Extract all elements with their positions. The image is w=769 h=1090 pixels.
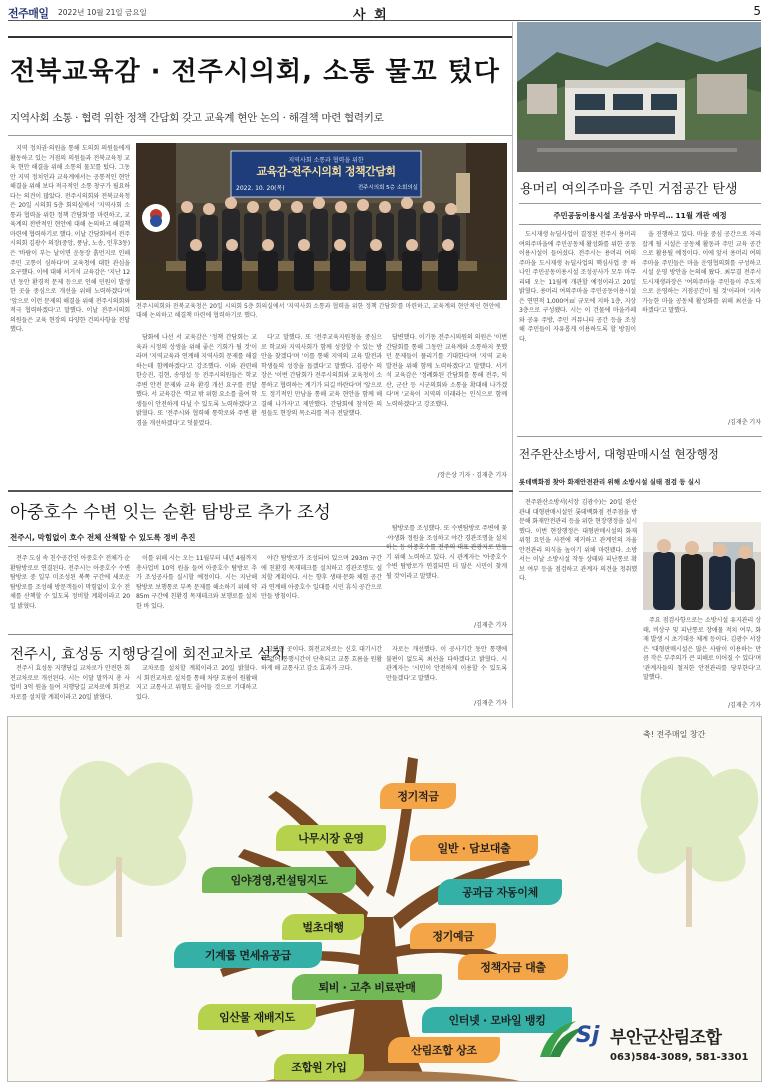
logo-mark: Sj (576, 1023, 600, 1048)
leaf-fertilizer: 퇴비 · 고추 비료판매 (292, 974, 442, 1000)
main-byline: /장은상 기자 · 김재춘 기자 (437, 472, 507, 479)
article-text: 이를 위해 시는 오는 11월부터 내년 4월까지 총사업비 10억 원을 들여 아중호수 탐방로 추가 조성공사를 실시할 예정이다. 시는 지난해 탐방로 보행통로 부족 문제를 해소하기 위해 약 85m 구간에 친환경 목재데크와 보행로를 설치한 바 있다. (136, 555, 257, 610)
article-text: 답변했다. 이기동 전주시의원의 의원은 '이번 간담회를 통해 그동안 교육계와 소통하지 못했던 문제들이 풀리기를 기대한다'며 '지역 교육 발전을 위해 함께 노력하겠다'고 말했다. 서거석 교육감은 '정례화된 간담회를 통해 전주, 익산, 군산 등 시군의회와 소통을 확대해 나가겠다'며 '교육이 지역의 미래라는 인식으로 함께 노력하겠다'고 강조했다. (386, 334, 507, 408)
company-phone: 063)584-3089, 581-3301 (610, 1052, 749, 1063)
banner-date: 2022. 10. 20(목) (236, 185, 285, 192)
leaf-savings: 정기적금 (380, 783, 456, 809)
leaf-funeral-service: 산림조합 상조 (388, 1037, 500, 1063)
main-subhead: 지역사회 소통 · 협력 위한 정책 간담회 갖고 교육계 현안 논의 · 해결책 마련 협력키로 (10, 112, 384, 124)
banner-top-line: 지역사회 소통과 협력을 위한 (288, 157, 364, 164)
hs-article-rule (8, 634, 513, 635)
hs-headline: 전주시, 효성동 지행당길에 회전교차로 설치 (10, 647, 286, 663)
right-subhead-rule-top (519, 203, 761, 204)
fire-subhead-rule (519, 491, 761, 492)
column-divider (512, 22, 513, 708)
subhead-rule (8, 135, 513, 136)
leaf-forest-products: 임산물 재배지도 (198, 1004, 316, 1030)
fire-inspection-photo (643, 522, 761, 610)
right-subhead-rule-bottom (519, 224, 761, 225)
section-title: 사 회 (353, 8, 389, 23)
hs-article-col2 (136, 664, 257, 708)
leaf-policy-loans: 정책자금 대출 (458, 954, 568, 980)
ad-credit: 축! 전주매일 창간 (643, 730, 706, 739)
page-header (8, 5, 761, 21)
article-text: 주요 점검사항으로는 소방시설 유지관리 상태, 비상구 및 피난통로 장애물 적치 여부, 화재 발생 시 초기대응 체계 등이다. 김광수 서장은 '대형판매시설은 많은 사람이 이용하는 만큼 작은 부주의가 큰 피해로 이어질 수 있다'며 '관계자들의 철저한 안전관리를 당부한다'고 말했다. (643, 617, 761, 682)
article-text: 급했던 곳이다. 회전교차로는 신호 대기시간이 없어 통행시간이 단축되고 교통 흐름을 원활하게 해 교통사고 감소 효과가 크다. (261, 646, 382, 673)
lake-subhead: 전주시, 막힘없이 호수 전체 산책할 수 있도록 정비 추진 (10, 533, 196, 542)
hs-article-col4 (386, 645, 507, 697)
fire-article-col2 (643, 616, 761, 700)
main-headline: 전북교육감 · 전주시의회, 소통 물꼬 텄다 (10, 57, 500, 87)
main-article-col3 (261, 333, 382, 483)
article-text: 을 진행하고 있다. 마을 중심 공간으로 자리 잡게 될 시설은 공동체 활동과 주민 교육 공간으로 활용될 예정이다. 이에 앞서 용머리 여의주마을 주민들은 마을 운영협의회를 구성하고 시설 운영 방안을 논의해 왔다. 최무결 전주시 도시재생과장은 '여의주마을 주민들이 주도적으로 운영하는 거점공간이 될 것'이라며 '지속 가능한 마을 공동체 활성화를 위해 최선을 다하겠다'고 말했다. (642, 231, 761, 315)
community-building-photo (517, 22, 761, 172)
article-text: 전주시 효성동 지행당길 교차로가 안전한 회전교차로로 개선된다. 시는 이달 말까지 총 사업비 3억 원을 들여 지행당길 교차로에 회전교차로를 설치할 계획이라고 20일 밝혔다. (10, 665, 130, 701)
fire-photo-illustration (643, 522, 761, 610)
main-article-col2 (136, 333, 257, 483)
main-article-col1 (10, 144, 130, 484)
article-text: 전주완산소방서(서장 김광수)는 20일 완산 관내 대형판매시설인 롯데백화점 전주점을 방문해 화재안전관리 등을 위한 현장행정을 실시했다. 이번 현장행정은 대형판매시설의 화재 위험 요인을 사전에 제거하고 관계인의 자율 안전관리 의식을 높이기 위해 마련됐다. 소방서는 이날 소방시설 작동 상태와 피난통로 확보 여부 등을 점검하고 관계자 의견을 청취했다. (519, 499, 637, 583)
page-number: 5 (753, 4, 761, 18)
right-headline: 용머리 여의주마을 주민 거점공간 탄생 (520, 182, 738, 197)
headline-top-rule (8, 36, 513, 38)
lake-article-rule (8, 490, 513, 492)
company-name: 부안군산림조합 (610, 1028, 722, 1048)
lake-article-col1 (10, 554, 130, 630)
right-byline: /김재춘 기자 (728, 419, 761, 426)
forestry-cooperative-ad (7, 716, 762, 1082)
article-text: 전주 도심 속 친수공간인 아중호수 전체가 순환탐방로로 연결된다. 전주시는 아중호수 수변탐방로 중 일부 미조성된 북쪽 구간에 새로운 탐방로를 조성해 방문객들이 막힘없이 호수 전체를 산책할 수 있도록 정비할 계획이라고 20일 밝혔다. (10, 555, 130, 610)
lake-byline: /김재춘 기자 (474, 622, 507, 629)
council-meeting-photo (136, 143, 507, 300)
company-block (536, 1017, 758, 1077)
fire-headline: 전주완산소방서, 대형판매시설 현장행정 (519, 447, 719, 461)
banner-place: 전주시의회 5층 소회의실 (357, 185, 418, 191)
publication-date: 2022년 10월 21일 금요일 (58, 8, 147, 17)
article-text: 야간 탐방로가 조성되어 있으며 293m 구간에 친환경 목재데크를 설치하고 경관조명도 설치할 계획이다. 시는 향후 생태·문화 체험 공간과 연계해 아중호수 일대를 시민 휴식 공간으로 만들 방침이다. (261, 555, 382, 601)
right-subhead: 주민공동이용시설 조성공사 마무리… 11월 개관 예정 (553, 211, 727, 220)
lake-headline: 아중호수 수변 잇는 순환 탐방로 추가 조성 (10, 503, 331, 523)
leaf-fuel-supply: 기계톱 면세유공급 (174, 942, 322, 968)
masthead: 전주매일 (8, 7, 49, 20)
leaf-grave-mowing: 벌초대행 (282, 914, 364, 940)
leaf-deposit: 정기예금 (410, 923, 496, 949)
building-photo-illustration (517, 22, 761, 172)
article-text: 담화에 나선 서 교육감은 '정책 간담회는 교육과 시정의 상생을 위해 좋은 기회가 될 것'이라며 '지역교육과 연계해 지역사회 문제를 해결하는데 함께하겠다'고 강조했다. 이와 관련해 한승진, 김현, 송영섭 등 전주시의원들은 학교 주변 안전 문제와 교육 환경 개선 요구를 전달했다. 서 교육감은 '학교 밖 위험 요소를 줄여 학생들이 안전하게 다닐 수 있도록 노력하겠다'고 밝혔다. 또 '전주시와 협력해 통학로와 주변 환경을 개선하겠다'고 덧붙였다. (136, 334, 257, 427)
leaf-auto-transfer: 공과금 자동이체 (438, 879, 562, 905)
hs-byline: /김재춘 기자 (474, 700, 507, 707)
fire-article-rule (517, 436, 762, 437)
right-article-col2 (642, 230, 761, 416)
leaf-loans: 일반 · 담보대출 (410, 835, 538, 861)
right-article-col1 (519, 230, 636, 426)
article-text: 자로는 개선했다. 이 공사기간 동안 통행에 불편이 없도록 최선을 다하겠다고 밝혔다. 시 관계자는 '시민이 안전하게 이용할 수 있도록 만들겠다'고 말했다. (386, 646, 507, 682)
fire-subhead: 롯데백화점 찾아 화재안전관리 위해 소방시설 실태 점검 등 실시 (519, 478, 701, 486)
lake-article-col4 (386, 524, 507, 620)
banner-main-line: 교육감-전주시의회 정책간담회 (256, 165, 396, 178)
hs-article-col1 (10, 664, 130, 708)
leaf-online-banking: 인터넷 · 모바일 뱅킹 (422, 1007, 572, 1033)
hs-article-col3 (261, 645, 382, 708)
fire-article-col1 (519, 498, 637, 708)
lake-article-col3 (261, 554, 382, 630)
fire-byline: /김재춘 기자 (728, 702, 761, 709)
article-text: 탐방로를 조성했다. 또 수변탐방로 주변에 꽃·야생화 정원을 조성하고 야간 경관조명을 설치하는 등 아중호수를 전주의 대표 관광지로 만들기 위해 노력하고 있다. 시 관계자는 '아중호수 수변 탐방로가 연결되면 더 많은 시민이 찾게 될 것'이라고 말했다. (386, 525, 507, 580)
article-text: 도시재생 뉴딜사업이 결정된 전주시 용머리 여의주마을에 주민공동체 활성화를 위한 공동이용시설이 들어섰다. 전주시는 용머리 여의주마을 도시재생 뉴딜사업의 핵심사업 중 하나인 주민공동이용시설 조성공사가 모두 마무리돼 오는 11월께 개관할 예정이라고 20일 밝혔다. 용머리 여의주마을 주민공동이용시설은 연면적 1,000여㎡ 규모에 지하 1층, 지상 3층으로 구성됐다. 시는 이 건물에 마을카페와 공유 주방, 주민 커뮤니티 공간 등을 조성해 주민들이 자유롭게 이용하도록 할 방침이다. (519, 231, 636, 344)
lake-article-col2 (136, 554, 257, 630)
leaf-tree-market: 나무시장 운영 (276, 825, 386, 851)
main-article-col4 (386, 333, 507, 471)
article-text: 지역 정치권·의원을 통해 도의회 의원들에게 활동하고 있는 거점의 의원들과 전북교육청 교육 현안 해결을 위해 소통의 물꼬를 텄다. 그동안 지역 정치인과 교육계에서는 공통적인 현안 해결을 위해 보다 적극적인 소통 창구가 필요하다는 의견이 많았다. 전주시의회와 전북교육청은 20일 시의회 5층 회의실에서 '지역사회 소통과 협력을 위한 정책 간담회'를 마련하고, 교육계의 전반적인 현안에 대해 논의하고 해결책 마련에 협력하기로 했다. 이날 간담회에서 전주시의회 김광수 의장(중앙, 풍남, 노송, 인후3동)은 '바람이 부는 날이면 운동장 흙먼지로 인해 주민 고통이 심하다'며 교육청에 대한 관심을 요구했다. 이에 대해 서거석 교육감은 '지난 12년 동안 환경적 문제 등으로 인해 민원이 발생한 곳을 중심으로 개선을 위해 노력하겠다'며 '앞으로 이런 문제의 해결을 위해 전주시의회와 적극 협력하겠다'고 말했다. 이날 전주시의회 의원들은 교육 현장의 다양한 건의사항을 전달했다. (10, 145, 130, 334)
article-text: 교차로를 설치할 계획이라고 20일 밝혔다. 시 회전교차로 설치를 통해 차량 흐름이 원활해지고 교통사고 위험도 줄어들 것으로 기대하고 있다. (136, 665, 257, 701)
leaf-membership: 조합원 가입 (274, 1054, 364, 1080)
article-text: 다'고 말했다. 또 '전주교육지원청을 중심으로 학교와 지역사회가 함께 성장할 수 있는 방안을 찾겠다'며 '이를 통해 지역의 교육 발전과 학생들의 성장을 돕겠다'고 말했다. 김광수 의장은 '이번 간담회가 전주시의회와 교육청이 소통하고 협력하는 계기가 되길 바란다'며 '앞으로도 정기적인 만남을 통해 교육 현안을 함께 해결해 나가자'고 제안했다. 간담회에 참석한 의원들도 현장의 목소리를 적극 전달했다. (261, 334, 382, 418)
photo-caption: 전주시의회와 전북교육청은 20일 시의회 5층 회의실에서 '지역사회 소통과 협력을 위한 정책 간담회'를 마련하고, 교육계의 현안적인 현안에 대해 논의하고 해결책 마련에 협력하기로 했다. (136, 303, 501, 319)
leaf-forest-consulting: 임야경영,컨설팅지도 (202, 867, 356, 893)
